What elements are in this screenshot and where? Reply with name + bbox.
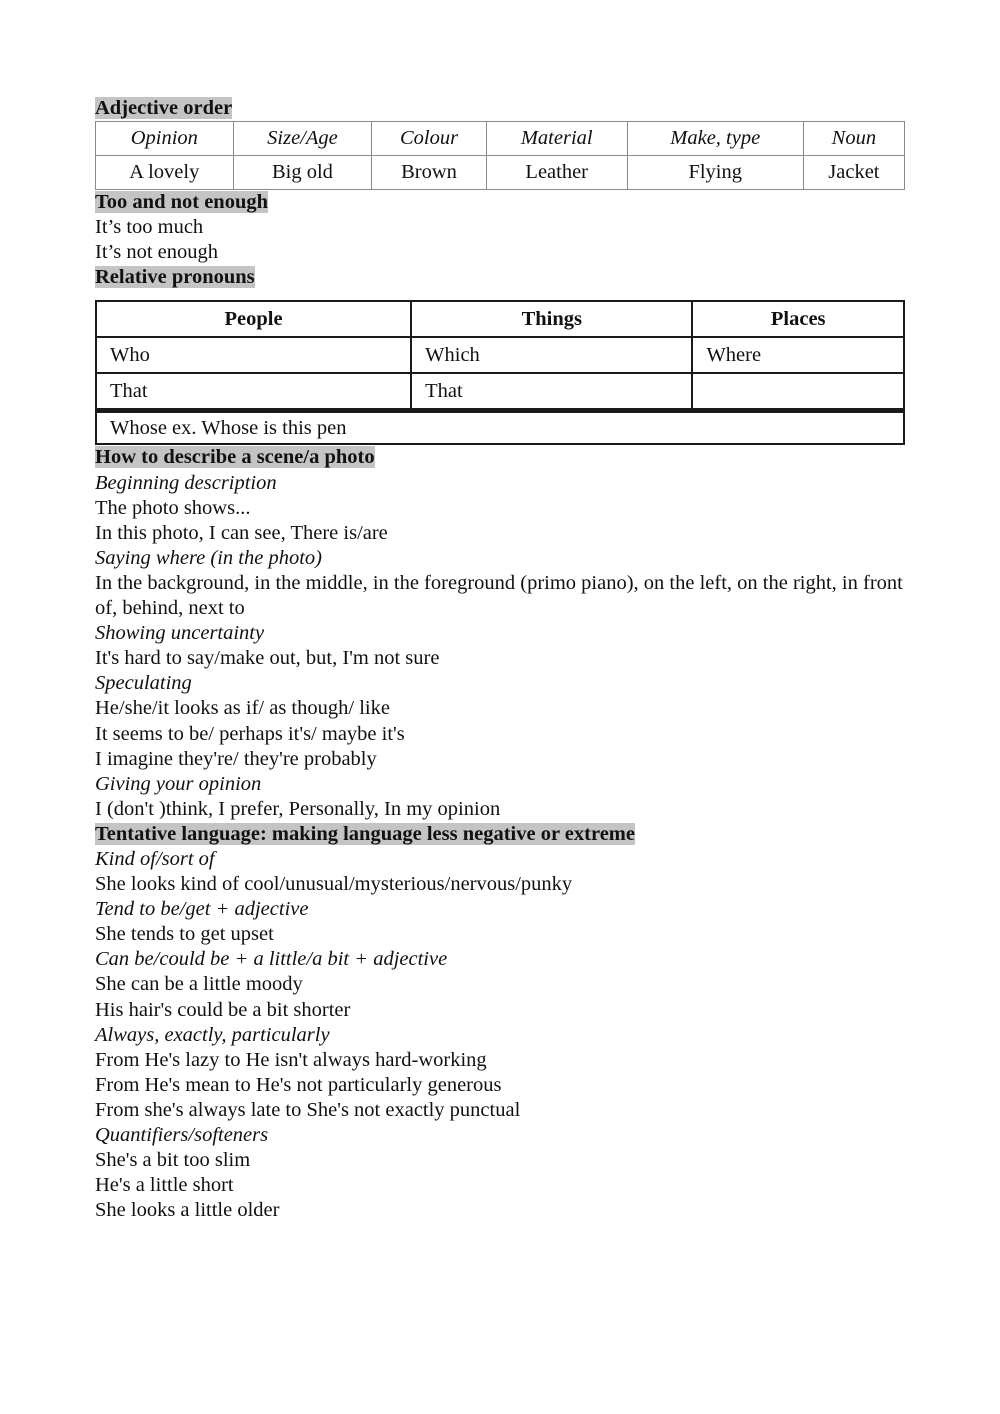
subheading-showing-uncertainty: Showing uncertainty	[95, 622, 265, 645]
table-cell: Leather	[486, 156, 627, 190]
text-line: He/she/it looks as if/ as though/ like	[95, 697, 390, 720]
text-line: She's a bit too slim	[95, 1149, 251, 1172]
text-line: She tends to get upset	[95, 923, 274, 946]
text-line: The photo shows...	[95, 496, 251, 519]
heading-adjective-order: Adjective order	[95, 97, 233, 119]
text-line: From He's mean to He's not particularly generous	[95, 1073, 502, 1096]
table-cell: Who	[96, 337, 411, 373]
table-header-cell: Material	[486, 122, 627, 156]
table-header-row	[96, 122, 905, 156]
table-header-row	[96, 301, 904, 337]
table-cell: That	[96, 373, 411, 409]
subheading-quantifiers: Quantifiers/softeners	[95, 1124, 269, 1146]
text-line: I imagine they're/ they're probably	[95, 747, 377, 770]
text-line: His hair's could be a bit shorter	[95, 998, 351, 1021]
heading-tentative-language: Tentative language: making language less negative or extreme	[95, 822, 635, 845]
subheading-giving-opinion: Giving your opinion	[95, 772, 262, 795]
subheading-kind-of: Kind of/sort of	[95, 847, 215, 870]
table-row	[96, 156, 905, 190]
subheading-can-be: Can be/could be + a little/a bit + adjective	[95, 948, 448, 971]
table-cell: Jacket	[803, 156, 904, 190]
table-cell: Brown	[372, 156, 486, 190]
text-line: It’s too much	[95, 216, 204, 239]
table-header-cell: Colour	[372, 122, 486, 156]
text-line: In this photo, I can see, There is/are	[95, 521, 388, 544]
relative-pronouns-block	[95, 300, 905, 445]
whose-example-box: Whose ex. Whose is this pen	[95, 410, 905, 445]
table-header-cell: Opinion	[96, 122, 234, 156]
text-line: He's a little short	[95, 1174, 234, 1197]
text-line: It’s not enough	[95, 241, 218, 264]
table-cell: Big old	[233, 156, 372, 190]
text-line: She can be a little moody	[95, 973, 303, 996]
table-cell: That	[411, 373, 692, 409]
table-cell: Which	[411, 337, 692, 373]
table-cell	[692, 373, 904, 409]
relative-pronouns-table	[95, 300, 905, 410]
text-line: She looks kind of cool/unusual/mysterious/nervous/punky	[95, 873, 573, 896]
table-header-cell: Noun	[803, 122, 904, 156]
text-paragraph: In the background, in the middle, in the foreground (primo piano), on the left, on the right, in front of, behind, next to	[95, 571, 903, 620]
table-cell: Where	[692, 337, 904, 373]
table-cell: Flying	[627, 156, 803, 190]
document-content	[95, 96, 905, 1223]
heading-too-and-not-enough: Too and not enough	[95, 191, 268, 214]
table-header-cell: Places	[692, 301, 904, 337]
table-row	[96, 337, 904, 373]
heading-relative-pronouns: Relative pronouns	[95, 266, 255, 289]
subheading-tend-to: Tend to be/get + adjective	[95, 898, 309, 921]
table-header-cell: People	[96, 301, 411, 337]
adjective-order-table	[95, 121, 905, 190]
table-cell: A lovely	[96, 156, 234, 190]
subheading-always-exactly: Always, exactly, particularly	[95, 1023, 330, 1046]
text-line: It seems to be/ perhaps it's/ maybe it's	[95, 722, 405, 745]
subheading-saying-where: Saying where (in the photo)	[95, 546, 322, 569]
table-header-cell: Size/Age	[233, 122, 372, 156]
subheading-beginning-description: Beginning description	[95, 471, 277, 494]
text-line: From He's lazy to He isn't always hard-working	[95, 1048, 487, 1071]
text-line: I (don't )think, I prefer, Personally, In my opinion	[95, 797, 501, 820]
text-line: She looks a little older	[95, 1199, 280, 1222]
text-line: It's hard to say/make out, but, I'm not sure	[95, 647, 440, 670]
text-line: From she's always late to She's not exactly punctual	[95, 1098, 521, 1121]
subheading-speculating: Speculating	[95, 672, 192, 695]
heading-describe-scene: How to describe a scene/a photo	[95, 446, 375, 469]
table-header-cell: Things	[411, 301, 692, 337]
table-row	[96, 373, 904, 409]
table-header-cell: Make, type	[627, 122, 803, 156]
